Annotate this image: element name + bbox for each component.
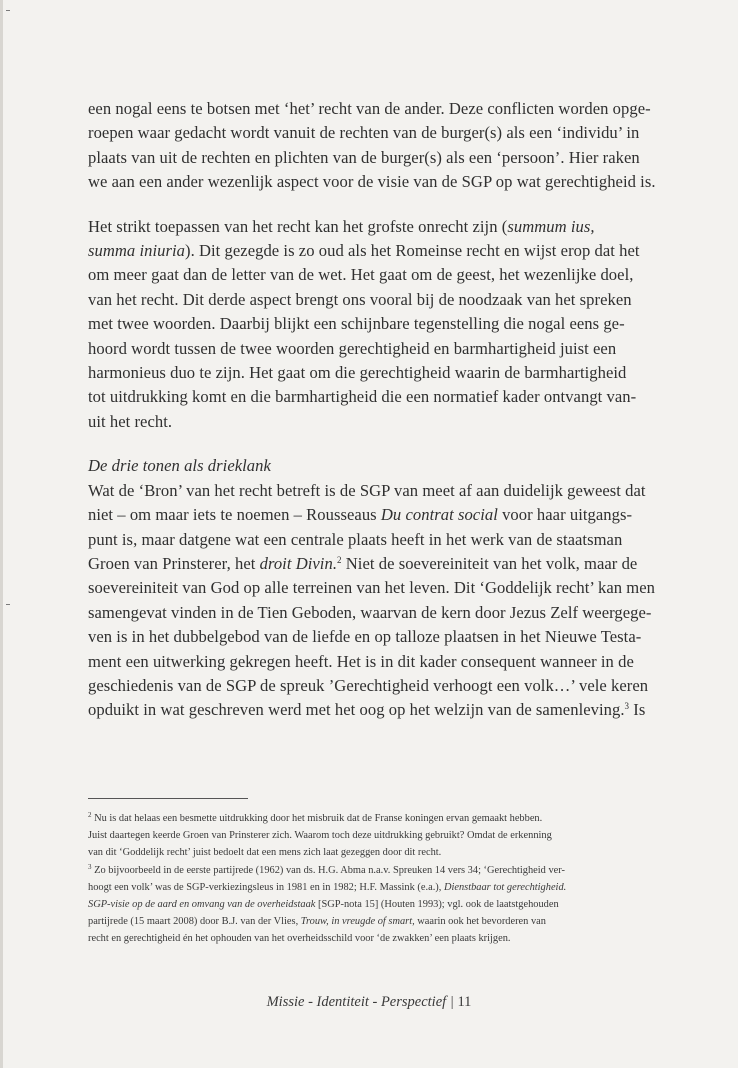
- book-title: Du contrat social: [380, 505, 498, 525]
- text-line: roepen waar gedacht wordt vanuit de rechten van de burger(s) als een ‘individu’ in: [88, 123, 640, 143]
- text-line: harmonieus duo te zijn. Het gaat om die gerechtigheid waarin de barmhartigheid: [88, 363, 627, 383]
- margin-mark: [6, 604, 10, 605]
- text-line: uit het recht.: [88, 411, 173, 431]
- text-line: ment een uitwerking gekregen heeft. Het is in dit kader consequent wanneer in de: [88, 651, 634, 671]
- text-line: van het recht. Dit derde aspect brengt ons vooral bij de noodzaak van het spreken: [88, 289, 632, 309]
- footnote-line: recht en gerechtigheid én het ophouden van het overheidsschild voor ‘de zwakken’ een plaats krijgen.: [88, 933, 511, 945]
- latin-phrase: droit Divin.: [259, 553, 338, 573]
- text-line: summa iniuria). Dit gezegde is zo oud als het Romeinse recht en wijst erop dat het: [88, 241, 640, 261]
- page-edge: [0, 0, 3, 1068]
- text-line: plaats van uit de rechten en plichten van de burger(s) als een ‘persoon’. Hier raken: [88, 147, 640, 167]
- text-line: opduikt in wat geschreven werd met het oog op het welzijn van de samenleving.$^3$ Is: [88, 700, 646, 720]
- text-line: hoord wordt tussen de twee woorden gerechtigheid en barmhartigheid juist een: [88, 338, 617, 358]
- footnotes: [88, 810, 666, 948]
- footnote-ref[interactable]: 3: [624, 701, 630, 712]
- text-line: we aan een ander wezenlijk aspect voor de visie van de SGP op wat gerechtigheid is.: [88, 172, 656, 192]
- text-line: tot uitdrukking komt en die barmhartigheid die een normatief kader ontvangt van-: [88, 387, 637, 407]
- text-line: punt is, maar datgene wat een centrale plaats heeft in het werk van de staatsman: [88, 529, 623, 549]
- text-line: samengevat vinden in de Tien Geboden, waarvan de kern door Jezus Zelf weergege-: [88, 602, 652, 622]
- text-line: niet – om maar iets te noemen – Rousseaus Du contrat social voor haar uitgangs-: [88, 505, 633, 525]
- text-line: ven is in het dubbelgebod van de liefde en op talloze plaatsen in het Nieuwe Testa-: [88, 627, 642, 647]
- footnote-line: $^2$ Nu is dat helaas een besmette uitdrukking door het misbruik dat de Franse koningen ervan gemaakt hebben.: [88, 811, 543, 824]
- footnote-line: SGP-visie op de aard en omvang van de overheidstaak [SGP-nota 15] (Houten 1993); vgl. ook de laatstgehouden: [88, 899, 559, 911]
- text-line: geschiedenis van de SGP de spreuk ’Gerechtigheid verhoogt een volk…’ vele keren: [88, 675, 649, 695]
- footnote-number: 2: [88, 811, 92, 819]
- footnote-divider: [88, 798, 248, 799]
- footnote-line: van dit ‘Goddelijk recht’ juist bedoelt dat een mens zich laat gezeggen door dit recht.: [88, 847, 442, 859]
- footnote-number: 3: [88, 862, 92, 871]
- text-line: met twee woorden. Daarbij blijkt een schijnbare tegenstelling die nogal eens ge-: [88, 314, 625, 334]
- body-text: [88, 97, 666, 723]
- footnote-line: $^3$ Zo bijvoorbeeld in de eerste partijrede (1962) van ds. H.G. Abma n.a.v. Spreuken 14 vers 34; ‘Gerechtigheid ver-: [88, 862, 565, 876]
- text-line: Wat de ‘Bron’ van het recht betreft is de SGP van meet af aan duidelijk geweest dat: [88, 480, 646, 500]
- footer-separator: |: [446, 994, 458, 1010]
- running-title: Missie - Identiteit - Perspectief: [266, 994, 447, 1010]
- footnote-ref[interactable]: 2: [337, 554, 342, 565]
- text-line: een nogal eens te botsen met ‘het’ recht van de ander. Deze conflicten worden opge-: [88, 99, 651, 118]
- page-footer: [0, 994, 738, 1011]
- text-line: soevereiniteit van God op alle terreinen van het leven. Dit ‘Goddelijk recht’ kan men: [88, 578, 656, 598]
- text-line: Groen van Prinsterer, het droit Divin.$^2$ Niet de soevereiniteit van het volk, maar de: [88, 553, 638, 573]
- page-number: 11: [457, 994, 472, 1010]
- latin-phrase: summa iniuria: [88, 241, 185, 261]
- text-line: Het strikt toepassen van het recht kan het grofste onrecht zijn (summum ius,: [88, 216, 595, 236]
- latin-phrase: summum ius,: [507, 216, 595, 236]
- margin-mark: [6, 10, 10, 11]
- text-line: om meer gaat dan de letter van de wet. Het gaat om de geest, het wezenlijke doel,: [88, 265, 634, 285]
- footnote-line: partijrede (15 maart 2008) door B.J. van der Vlies, Trouw, in vreugde of smart, waarin ook het bevorderen van: [88, 916, 546, 928]
- footnote-line: Juist daartegen keerde Groen van Prinsterer zich. Waarom toch deze uitdrukking gebruikt? Omdat de erkenning: [88, 830, 552, 842]
- footnote-line: hoogt een volk’ was de SGP-verkiezingsleus in 1981 en in 1982; H.F. Massink (e.a.), Dienstbaar tot gerechtigheid.: [88, 881, 567, 893]
- section-heading: De drie tonen als drieklank: [88, 456, 271, 476]
